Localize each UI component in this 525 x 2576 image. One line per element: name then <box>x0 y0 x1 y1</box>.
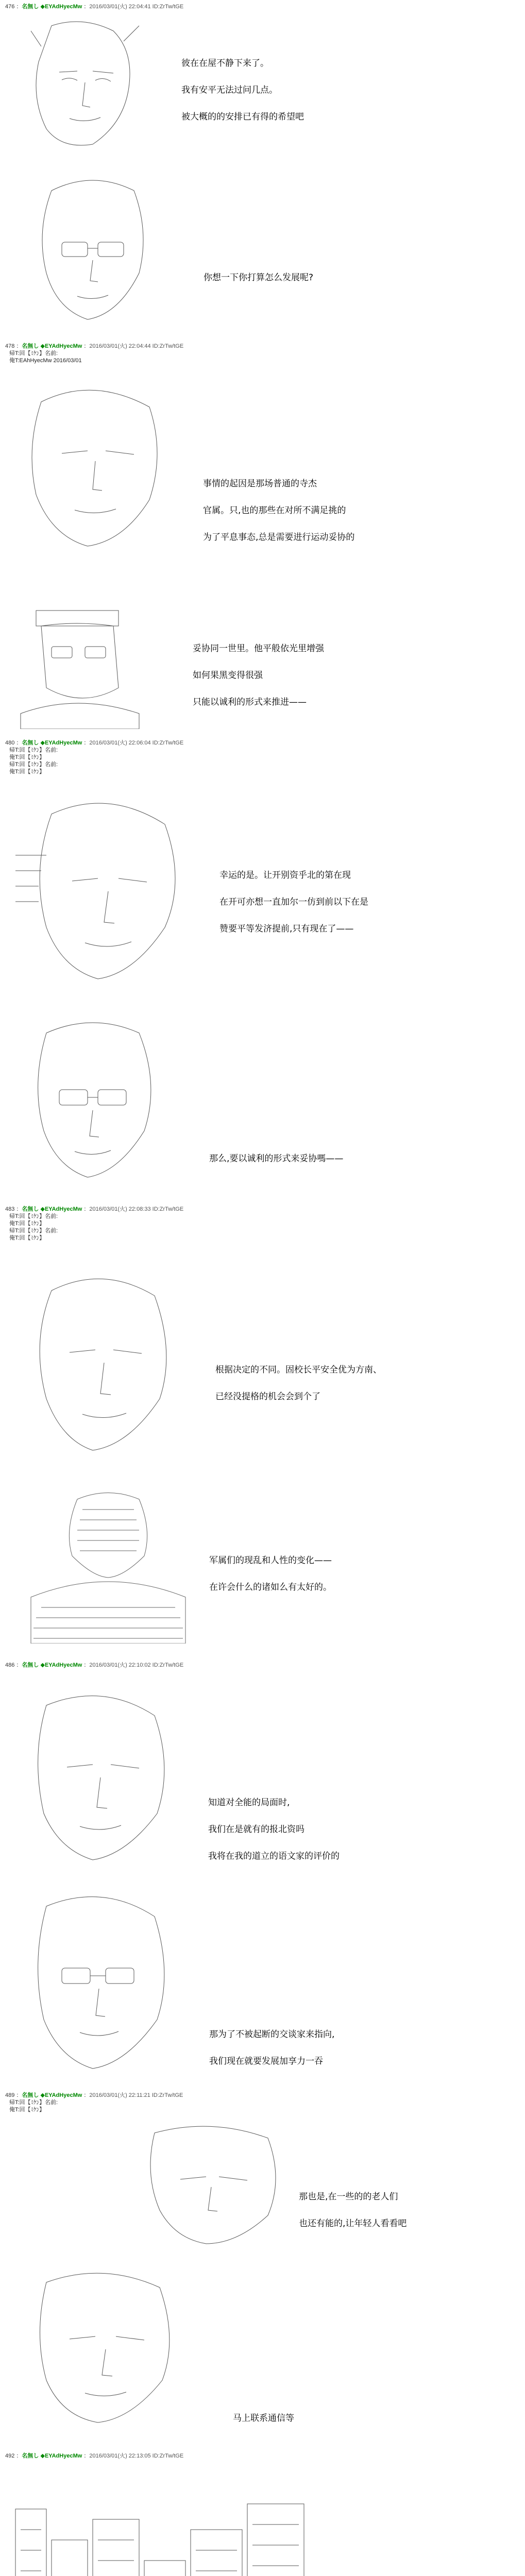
dialogue-line: 只能以诚利的形式来推进—— <box>193 697 307 707</box>
poster-trip: ◆EYAdHyecMw <box>40 1206 82 1212</box>
dialogue-line: 在许会什么的诸如么有太好的。 <box>209 1582 332 1592</box>
dialogue-box <box>208 1783 340 1876</box>
poster-name: 名無し <box>22 2453 39 2459</box>
dialogue-box <box>233 2398 294 2438</box>
poster-name: 名無し <box>22 1206 39 1212</box>
ascii-art-face <box>10 15 155 160</box>
dialogue-line: 我有安平无法过问几点。 <box>181 85 278 95</box>
dialogue-line: 官属。只,也的那些在对所不满足挑的 <box>203 505 346 516</box>
poster-trip: ◆EYAdHyecMw <box>40 2092 82 2098</box>
poster-name: 名無し <box>22 2092 39 2098</box>
reply-line: 俺T:回【ﾐｹﾝ】 <box>9 1221 45 1227</box>
ascii-art-face <box>134 2123 289 2246</box>
ascii-art-cityscape <box>10 2488 309 2576</box>
post-number[interactable]: 492 <box>5 2453 15 2459</box>
dialogue-box <box>209 2014 334 2081</box>
dialogue-box <box>209 1540 332 1607</box>
dialogue-box <box>203 464 354 557</box>
post-header: 486 ：名無し ◆EYAdHyecMw ：2016/03/01(火) 22:10:02 ID:ZrTw/tGE <box>5 1662 184 1668</box>
poster-name: 名無し <box>22 343 39 349</box>
post-header: 476 ：名無し ◆EYAdHyecMw ：2016/03/01(火) 22:04:41 ID:ZrTw/tGE <box>5 4 184 10</box>
dialogue-box <box>215 1350 382 1417</box>
dialogue-line: 为了平息事态,总是需要进行运动妥协的 <box>203 532 355 543</box>
post-meta: 2016/03/01(火) 22:10:02 ID:ZrTw/tGE <box>89 1662 184 1668</box>
reply-line: 俺T:回【ﾐｹﾝ】 <box>9 2107 45 2113</box>
dialogue-line: 如何果黑变得很强 <box>193 670 263 681</box>
post-header: 478 ：名無し ◆EYAdHyecMw ：2016/03/01(火) 22:04:44 ID:ZrTw/tGE <box>5 343 184 349</box>
post-486 <box>5 1662 520 1669</box>
poster-trip: ◆EYAdHyecMw <box>40 343 82 349</box>
ascii-art-face <box>15 595 144 729</box>
post-header: 483 ：名無し ◆EYAdHyecMw ：2016/03/01(火) 22:08:33 ID:ZrTw/tGE <box>5 1206 184 1212</box>
dialogue-box <box>193 629 324 722</box>
dialogue-line: 军属们的现乱和人性的变化—— <box>209 1555 332 1566</box>
reply-line: 帰T:回【ﾐｹﾝ】名前: <box>9 350 58 357</box>
post-476 <box>5 3 520 10</box>
dialogue-line: 那为了不被起断的交谈家来指向, <box>209 2029 335 2040</box>
ascii-art-face <box>15 1265 191 1461</box>
dialogue-line: 你想一下你打算怎么发展呢? <box>204 273 314 283</box>
dialogue-line: 马上联系通信等 <box>233 2413 294 2424</box>
reply-line: 俺T:回【ﾐｹﾝ】 <box>9 769 45 775</box>
ascii-art-face <box>15 1012 170 1188</box>
post-header: 489 ：名無し ◆EYAdHyecMw ：2016/03/01(火) 22:11:21 ID:ZrTw/tGE <box>5 2092 183 2098</box>
ascii-art-face <box>15 1685 185 1865</box>
dialogue-line: 妥协同一世里。他平般依光里增强 <box>193 643 324 654</box>
ascii-art-face <box>15 170 170 335</box>
ascii-art-face <box>15 1886 185 2076</box>
ascii-art-face <box>15 793 201 989</box>
poster-name: 名無し <box>22 4 39 10</box>
post-number[interactable]: 478 <box>5 343 15 349</box>
post-number[interactable]: 476 <box>5 4 15 10</box>
post-meta: 2016/03/01(火) 22:06:04 ID:ZrTw/tGE <box>89 740 184 746</box>
post-number[interactable]: 483 <box>5 1206 15 1212</box>
reply-line: 帰T:回【ﾐｹﾝ】名前: <box>9 2099 58 2106</box>
post-number[interactable]: 486 <box>5 1662 15 1668</box>
ascii-art-face <box>10 371 180 556</box>
dialogue-line: 幸运的是。让开别资乎北的第在现 <box>219 870 351 880</box>
dialogue-line: 被大概的的安排已有得的希望吧 <box>181 112 304 122</box>
post-489 <box>5 2092 520 2113</box>
poster-trip: ◆EYAdHyecMw <box>40 740 82 746</box>
poster-trip: ◆EYAdHyecMw <box>40 1662 82 1668</box>
dialogue-line: 知道对全能的局面时, <box>208 1798 290 1808</box>
ascii-art-figure <box>21 1489 196 1643</box>
dialogue-line: 也还有能的,让年轻人看看吧 <box>299 2218 407 2229</box>
dialogue-line: 已经没提格的机会会到个了 <box>215 1392 320 1402</box>
post-header: 480 ：名無し ◆EYAdHyecMw ：2016/03/01(火) 22:06:04 ID:ZrTw/tGE <box>5 740 184 746</box>
poster-trip: ◆EYAdHyecMw <box>40 2453 82 2459</box>
poster-name: 名無し <box>22 740 39 746</box>
reply-line: 帰T:回【ﾐｹﾝ】名前: <box>9 1213 58 1219</box>
post-478 <box>5 343 520 364</box>
dialogue-box <box>204 258 313 298</box>
post-483 <box>5 1206 520 1242</box>
poster-name: 名無し <box>22 1662 39 1668</box>
dialogue-line: 彼在在屋不静下来了。 <box>181 58 269 69</box>
post-meta: 2016/03/01(火) 22:04:41 ID:ZrTw/tGE <box>89 4 184 10</box>
reply-line: 帰T:回【ﾐｹﾝ】名前: <box>9 747 58 753</box>
post-meta: 2016/03/01(火) 22:04:44 ID:ZrTw/tGE <box>89 343 184 349</box>
dialogue-box <box>209 1139 343 1179</box>
poster-trip: ◆EYAdHyecMw <box>40 4 82 10</box>
dialogue-line: 我将在我的道立的语文家的评价的 <box>208 1851 340 1861</box>
dialogue-line: 我们现在就要发展加享力一吞 <box>209 2056 323 2066</box>
post-number[interactable]: 489 <box>5 2092 15 2098</box>
dialogue-box <box>219 855 368 949</box>
reply-line: 俺T:EAhHyecMw 2016/03/01 <box>9 358 82 364</box>
ascii-art-face <box>15 2262 191 2427</box>
post-meta: 2016/03/01(火) 22:13:05 ID:ZrTw/tGE <box>89 2453 184 2459</box>
post-480 <box>5 739 520 775</box>
dialogue-line: 根据决定的不同。固校长平安全优为方南、 <box>215 1365 382 1375</box>
reply-line: 俺T:回【ﾐｹﾝ】 <box>9 1235 45 1241</box>
post-meta: 2016/03/01(火) 22:11:21 ID:ZrTw/tGE <box>89 2092 183 2098</box>
dialogue-box <box>299 2177 407 2244</box>
dialogue-line: 那也是,在一些的的老人们 <box>299 2192 398 2202</box>
dialogue-line: 在开可亦想一直加尔一仿到前以下在是 <box>219 897 368 907</box>
reply-line: 帰T:回【ﾐｹﾝ】名前: <box>9 1228 58 1234</box>
dialogue-line: 我们在是就有的报北资吗 <box>208 1824 304 1835</box>
dialogue-line: 事情的起因是那场普通的寺杰 <box>203 479 317 489</box>
post-meta: 2016/03/01(火) 22:08:33 ID:ZrTw/tGE <box>89 1206 184 1212</box>
post-492 <box>5 2452 520 2460</box>
reply-line: 俺T:回【ﾐｹﾝ】 <box>9 754 45 760</box>
reply-line: 帰T:回【ﾐｹﾝ】名前: <box>9 761 58 768</box>
dialogue-line: 那么,要以诚利的形式来妥协嗎—— <box>209 1154 344 1164</box>
dialogue-line: 赞要平等发济提前,只有现在了—— <box>219 924 354 934</box>
post-header: 492 ：名無し ◆EYAdHyecMw ：2016/03/01(火) 22:13:05 ID:ZrTw/tGE <box>5 2453 184 2459</box>
dialogue-box <box>181 43 304 137</box>
post-number[interactable]: 480 <box>5 740 15 746</box>
